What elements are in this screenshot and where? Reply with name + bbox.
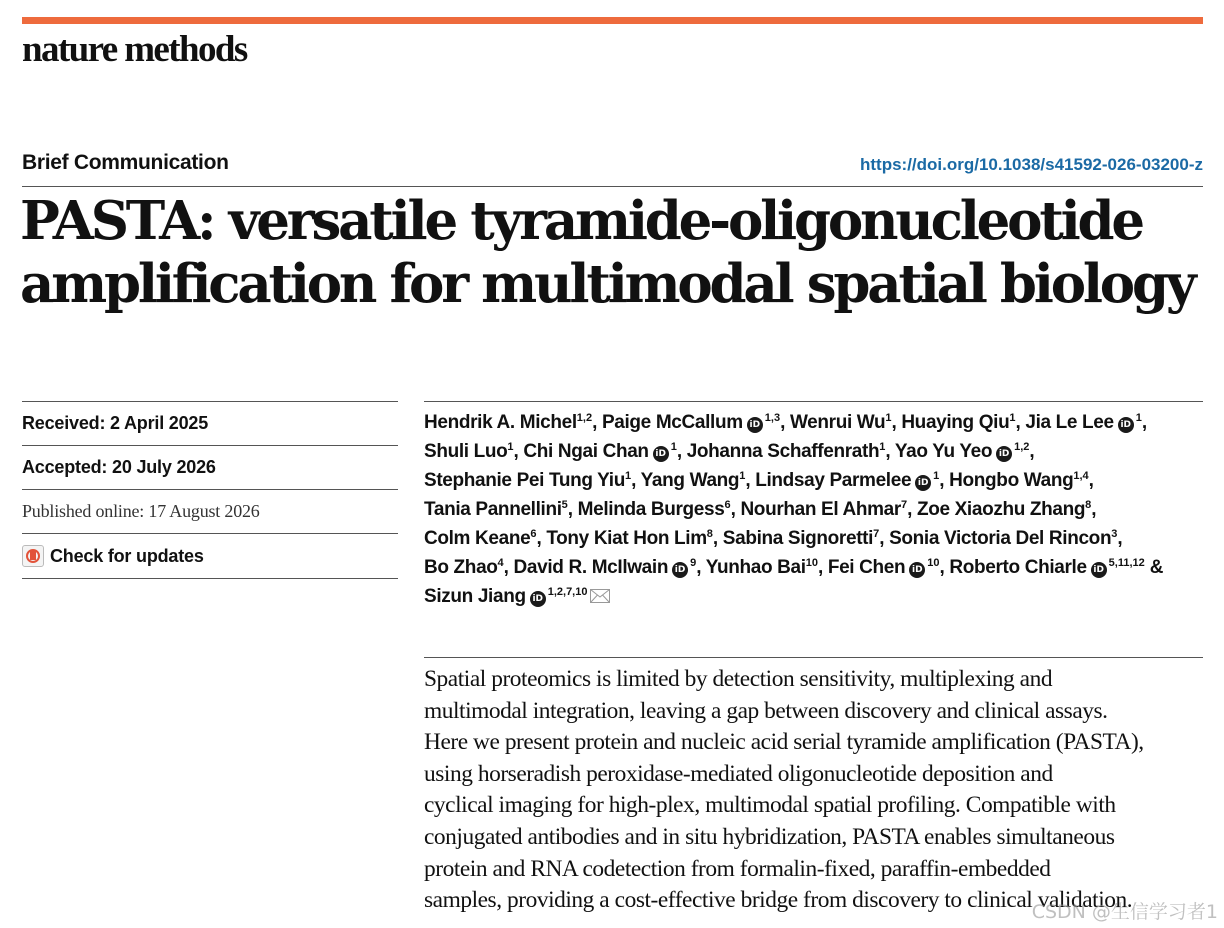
author-item[interactable] <box>424 470 636 491</box>
doi-link[interactable]: https://doi.org/10.1038/s41592-026-03200-z <box>860 155 1203 174</box>
author-separator: , <box>631 470 637 491</box>
author-list <box>424 408 1204 611</box>
author-separator: , <box>939 557 945 578</box>
orcid-icon[interactable]: iD <box>1118 417 1134 433</box>
orcid-icon[interactable]: iD <box>1091 562 1107 578</box>
author-separator: , <box>1141 412 1147 433</box>
author-affiliation: 1 <box>879 441 886 453</box>
abstract-divider <box>424 657 1203 658</box>
author-affiliation: 1,3 <box>764 412 781 424</box>
author-separator: , <box>1088 470 1094 491</box>
orcid-icon[interactable]: iD <box>909 562 925 578</box>
watermark: CSDN @生信学习者1 <box>1031 901 1218 923</box>
author-separator: , <box>513 441 519 462</box>
author-affiliation: 5 <box>561 499 568 511</box>
author-item[interactable] <box>602 412 785 433</box>
author-affiliation: 8 <box>706 528 713 540</box>
article-type: Brief Communication <box>22 151 229 174</box>
author-separator: , <box>939 470 945 491</box>
author-separator: , <box>891 412 897 433</box>
author-separator: , <box>503 557 509 578</box>
author-item[interactable] <box>740 499 912 520</box>
author-name: Hendrik A. Michel <box>424 412 577 433</box>
author-name: Sabina Signoretti <box>722 528 874 549</box>
author-affiliation: 1 <box>670 441 677 453</box>
orcid-icon[interactable]: iD <box>996 446 1012 462</box>
author-affiliation: 1 <box>1135 412 1142 424</box>
author-item[interactable] <box>1025 412 1146 433</box>
author-item[interactable] <box>424 528 541 549</box>
author-separator: , <box>817 557 823 578</box>
article-title: PASTA: versatile tyramide-oligonucleotide amplification for multimodal spatial biology <box>20 190 1194 315</box>
author-item[interactable] <box>578 499 736 520</box>
journal-name: nature methods <box>22 29 247 70</box>
author-affiliation: 1,4 <box>1073 470 1089 482</box>
author-affiliation: 1 <box>624 470 632 482</box>
author-name: Tania Pannellini <box>424 499 562 520</box>
author-affiliation: 1,2 <box>1014 441 1030 453</box>
received-date: Received: 2 April 2025 <box>22 401 398 445</box>
publication-dates <box>22 401 398 579</box>
author-separator: , <box>1091 499 1097 520</box>
check-updates-button[interactable] <box>22 533 398 579</box>
author-separator: & <box>1144 557 1164 578</box>
author-separator: , <box>1015 412 1021 433</box>
author-name: Shuli Luo <box>424 441 508 462</box>
header-divider <box>22 186 1203 187</box>
author-item[interactable] <box>424 557 509 578</box>
author-name: Nourhan El Ahmar <box>740 499 901 520</box>
author-item[interactable] <box>424 441 518 462</box>
author-name: Zoe Xiaozhu Zhang <box>916 499 1086 520</box>
author-affiliation: 3 <box>1111 528 1118 540</box>
author-item[interactable] <box>828 557 945 578</box>
author-affiliation: 9 <box>690 557 697 569</box>
author-affiliation: 1 <box>885 412 892 424</box>
author-separator: , <box>907 499 912 520</box>
author-affiliation: 6 <box>530 528 537 540</box>
author-separator: , <box>696 557 702 578</box>
author-name: Johanna Schaffenrath <box>686 441 880 462</box>
author-name: Chi Ngai Chan <box>523 441 649 462</box>
author-separator: , <box>1029 441 1035 462</box>
author-item[interactable] <box>895 441 1034 462</box>
author-affiliation: 8 <box>1085 499 1092 511</box>
author-item[interactable] <box>424 499 573 520</box>
check-updates-label: Check for updates <box>50 545 204 566</box>
author-affiliation: 6 <box>724 499 731 511</box>
abstract: Spatial proteomics is limited by detection sensitivity, multiplexing and multimodal integration, leaving a gap between discovery and clinical assays. Here we present protein and nucleic acid serial tyramide amplification (PASTA), using horseradish peroxidase-mediated oligonucleotide deposition and cyclical imaging for high-plex, multimodal spatial profiling. Compatible with conjugated antibodies and in situ hybridization, PASTA enables simultaneous protein and RNA codetection from formalin-fixed, paraffin-embedded samples, providing a cost-effective bridge from discovery to clinical validation. <box>424 666 1144 914</box>
check-updates-icon <box>22 545 44 567</box>
author-item[interactable] <box>917 499 1096 520</box>
author-name: Yunhao Bai <box>705 557 806 578</box>
author-name: Yang Wang <box>640 470 740 491</box>
orcid-icon[interactable]: iD <box>747 417 763 433</box>
author-name: Lindsay Parmelee <box>755 470 912 491</box>
author-item[interactable] <box>755 470 944 491</box>
author-affiliation: 1,2,7,10 <box>547 586 588 598</box>
author-item[interactable] <box>424 586 610 607</box>
author-item[interactable] <box>723 528 884 549</box>
author-item[interactable] <box>790 412 896 433</box>
author-item[interactable] <box>949 470 1093 491</box>
author-separator: , <box>1117 528 1123 549</box>
author-name: Hongbo Wang <box>949 470 1074 491</box>
published-date: Published online: 17 August 2026 <box>22 489 398 533</box>
author-affiliation: 4 <box>497 557 504 569</box>
author-separator: , <box>536 528 542 549</box>
author-affiliation: 1 <box>933 470 940 482</box>
author-name: Fei Chen <box>827 557 906 578</box>
author-affiliation: 10 <box>927 557 940 569</box>
author-item[interactable] <box>641 470 751 491</box>
author-name: Sizun Jiang <box>424 586 526 607</box>
author-name: Wenrui Wu <box>789 412 886 433</box>
author-item[interactable] <box>901 412 1020 433</box>
author-name: Yao Yu Yeo <box>894 441 993 462</box>
orcid-icon[interactable]: iD <box>530 591 546 607</box>
author-name: David R. McIlwain <box>513 557 669 578</box>
author-item[interactable] <box>546 528 718 549</box>
author-name: Colm Keane <box>424 528 531 549</box>
author-item[interactable] <box>514 557 702 578</box>
author-separator: , <box>885 441 891 462</box>
author-affiliation: 7 <box>900 499 908 511</box>
author-affiliation: 10 <box>805 557 818 569</box>
orcid-icon[interactable]: iD <box>653 446 669 462</box>
author-name: Tony Kiat Hon Lim <box>546 528 707 549</box>
author-name: Roberto Chiarle <box>949 557 1087 578</box>
author-separator: , <box>879 528 885 549</box>
author-name: Huaying Qiu <box>901 412 1010 433</box>
mail-icon[interactable] <box>590 589 610 603</box>
author-item[interactable] <box>424 412 597 433</box>
author-item[interactable] <box>523 441 681 462</box>
author-separator: , <box>592 412 598 433</box>
author-name: Stephanie Pei Tung Yiu <box>424 470 625 491</box>
orcid-icon[interactable]: iD <box>672 562 688 578</box>
author-separator: , <box>730 499 736 520</box>
author-name: Sonia Victoria Del Rincon <box>889 528 1112 549</box>
author-separator: , <box>745 470 751 491</box>
authors-divider <box>424 401 1203 402</box>
orcid-icon[interactable]: iD <box>915 475 931 491</box>
author-affiliation: 5,11,12 <box>1108 557 1145 569</box>
author-separator: , <box>780 412 785 433</box>
author-item[interactable] <box>687 441 891 462</box>
author-name: Jia Le Lee <box>1025 412 1114 433</box>
author-item[interactable] <box>889 528 1122 549</box>
author-item[interactable] <box>706 557 823 578</box>
author-separator: , <box>676 441 682 462</box>
author-affiliation: 1 <box>507 441 514 453</box>
author-separator: , <box>567 499 573 520</box>
author-affiliation: 7 <box>873 528 880 540</box>
author-separator: , <box>712 528 718 549</box>
author-affiliation: 1 <box>1009 412 1016 424</box>
author-name: Melinda Burgess <box>577 499 725 520</box>
author-affiliation: 1 <box>739 470 746 482</box>
author-affiliation: 1,2 <box>576 412 593 424</box>
author-name: Bo Zhao <box>424 557 498 578</box>
accepted-date: Accepted: 20 July 2026 <box>22 445 398 489</box>
journal-accent-bar <box>22 17 1203 24</box>
author-name: Paige McCallum <box>601 412 743 433</box>
author-item[interactable] <box>949 557 1163 578</box>
